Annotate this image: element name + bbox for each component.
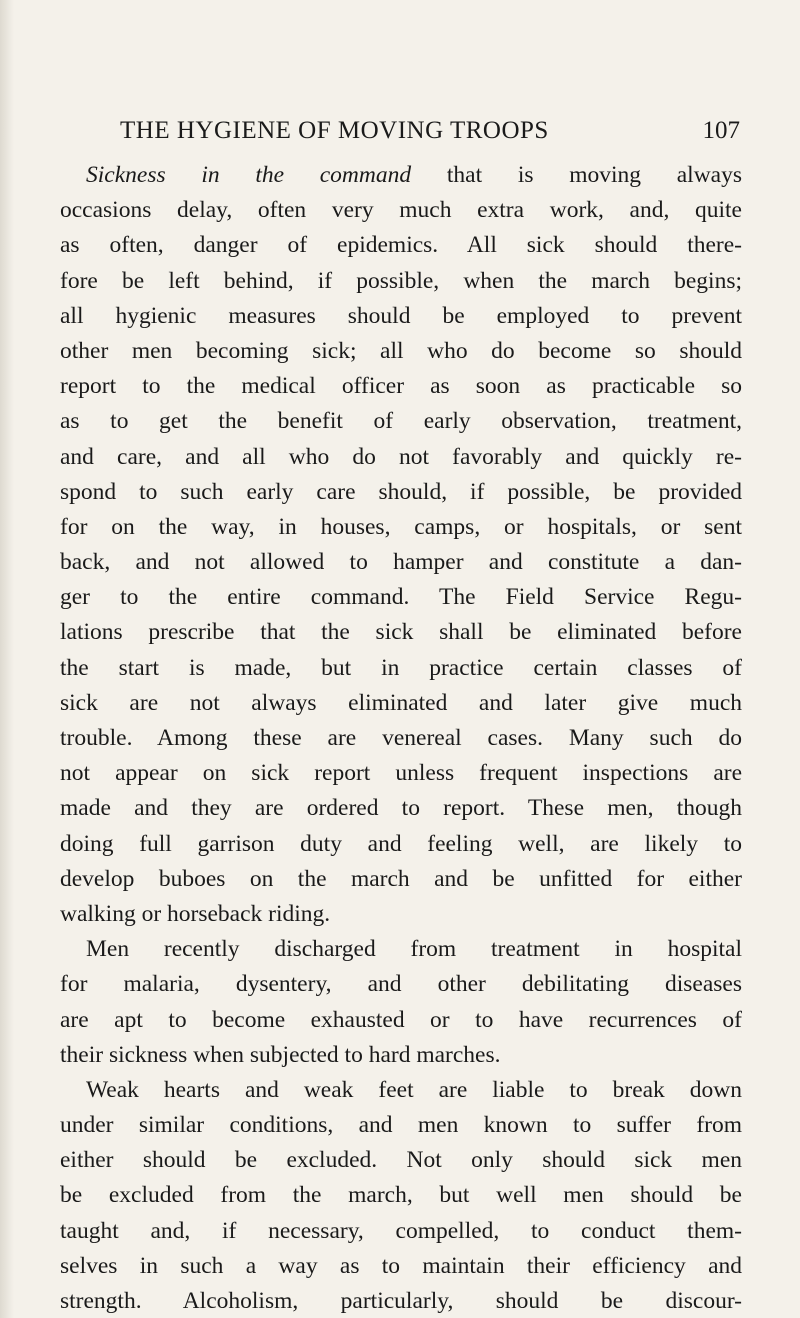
text-line: sick are not always eliminated and later give much: [60, 689, 742, 716]
text-line: report to the medical officer as soon as practicable so: [60, 373, 742, 400]
text-line: Men recently discharged from treatment in hospital: [86, 936, 742, 963]
text-line: selves in such a way as to maintain their efficiency and: [60, 1252, 742, 1279]
text-line: spond to such early care should, if possible, be provided: [60, 478, 742, 505]
text-line: are apt to become exhausted or to have recurrences of: [60, 1006, 742, 1033]
text-line: lations prescribe that the sick shall be eliminated before: [60, 619, 742, 646]
text-line: for malaria, dysentery, and other debilitating diseases: [60, 971, 742, 998]
line-continuation: that is moving always: [411, 162, 742, 188]
page-header: [60, 117, 740, 153]
text-line: occasions delay, often very much extra work, and, quite: [60, 197, 742, 224]
text-line: made and they are ordered to report. These men, though: [60, 795, 742, 822]
text-line: develop buboes on the march and be unfitted for either: [60, 865, 742, 892]
text-line: [60, 158, 742, 193]
text-line: Weak hearts and weak feet are liable to break down: [86, 1076, 742, 1103]
text-line: ger to the entire command. The Field Service Regu-: [60, 584, 742, 611]
text-line: as to get the benefit of early observation, treatment,: [60, 408, 742, 435]
text-line: the start is made, but in practice certain classes of: [60, 654, 742, 681]
running-head: THE HYGIENE OF MOVING TROOPS: [120, 117, 549, 144]
page-number: 107: [702, 117, 740, 144]
text-line: be excluded from the march, but well men should be: [60, 1182, 742, 1209]
text-line: their sickness when subjected to hard marches.: [60, 1041, 501, 1068]
body-text: [60, 158, 742, 1318]
text-line: walking or horseback riding.: [60, 900, 331, 927]
text-line: strength. Alcoholism, particularly, should be discour-: [60, 1288, 742, 1314]
text-line: back, and not allowed to hamper and constitute a dan-: [60, 549, 742, 576]
italic-phrase: Sickness in the command: [86, 162, 412, 188]
text-line: as often, danger of epidemics. All sick should there-: [60, 232, 742, 259]
text-line: either should be excluded. Not only should sick men: [60, 1147, 742, 1174]
text-line: all hygienic measures should be employed to prevent: [60, 302, 742, 329]
text-line: for on the way, in houses, camps, or hospitals, or sent: [60, 513, 742, 540]
text-line: and care, and all who do not favorably and quickly re-: [60, 443, 742, 470]
text-line: doing full garrison duty and feeling well, are likely to: [60, 830, 742, 857]
text-line: trouble. Among these are venereal cases. Many such do: [60, 725, 742, 751]
text-line: taught and, if necessary, compelled, to conduct them-: [60, 1217, 742, 1244]
text-line: not appear on sick report unless frequent inspections are: [60, 760, 742, 787]
text-line: other men becoming sick; all who do become so should: [60, 337, 742, 364]
text-line: fore be left behind, if possible, when the march begins;: [60, 267, 742, 294]
gutter-shadow: [0, 0, 14, 1318]
text-line: under similar conditions, and men known to suffer from: [60, 1112, 742, 1139]
